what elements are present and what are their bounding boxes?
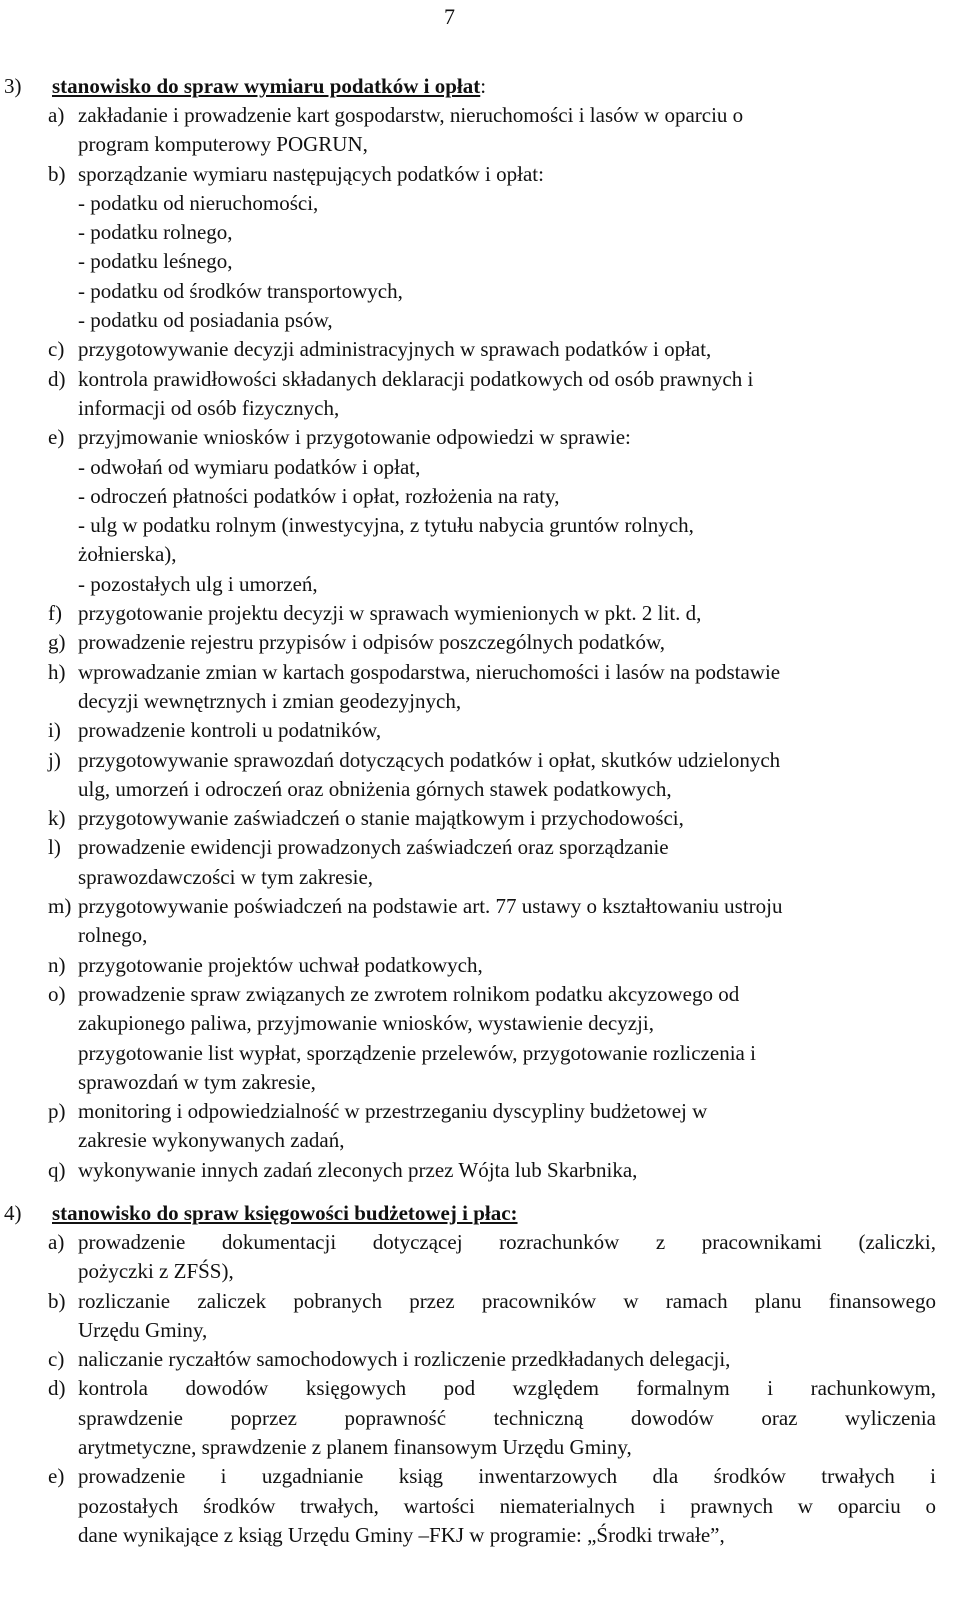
item-label: m) bbox=[48, 894, 72, 919]
list-item bbox=[4, 101, 936, 160]
item-text: informacji od osób fizycznych, bbox=[78, 395, 340, 420]
list-item bbox=[4, 1097, 936, 1156]
item-label: c) bbox=[48, 1347, 65, 1372]
item-text: monitoring i odpowiedzialność w przestrzeganiu dyscypliny budżetowej w bbox=[78, 1099, 708, 1124]
list-item bbox=[4, 746, 936, 805]
sub-item: żołnierska), bbox=[78, 542, 177, 567]
item-text: przygotowywanie decyzji administracyjnych w sprawach podatków i opłat, bbox=[78, 337, 712, 362]
item-label: o) bbox=[48, 981, 66, 1006]
item-text: prowadzenie spraw związanych ze zwrotem rolnikom podatku akcyzowego od bbox=[78, 981, 740, 1006]
section-spacer bbox=[4, 1185, 936, 1199]
item-label: a) bbox=[48, 1229, 65, 1254]
list-item bbox=[4, 980, 936, 1097]
item-label: c) bbox=[48, 337, 65, 362]
item-text: sprawdzenie poprzez poprawność techniczną dowodów oraz wyliczenia bbox=[78, 1405, 936, 1430]
section-heading bbox=[4, 72, 936, 101]
list-item bbox=[4, 599, 936, 628]
item-text: prowadzenie i uzgadnianie ksiąg inwentarzowych dla środków trwałych i bbox=[78, 1464, 936, 1489]
item-text: prowadzenie dokumentacji dotyczącej rozrachunków z pracownikami (zaliczki, bbox=[78, 1229, 936, 1254]
item-text: ulg, umorzeń i odroczeń oraz obniżenia górnych stawek podatkowych, bbox=[78, 776, 672, 801]
list-item bbox=[4, 423, 936, 452]
item-label: l) bbox=[48, 835, 61, 860]
list-item bbox=[4, 1462, 936, 1550]
item-text: prowadzenie kontroli u podatników, bbox=[78, 718, 382, 743]
item-label: d) bbox=[48, 366, 66, 391]
item-text: przygotowanie list wypłat, sporządzenie przelewów, przygotowanie rozliczenia i bbox=[78, 1040, 756, 1065]
list-item bbox=[4, 716, 936, 745]
list-item bbox=[4, 833, 936, 892]
item-text: zakresie wykonywanych zadań, bbox=[78, 1128, 345, 1153]
item-text: sprawozdawczości w tym zakresie, bbox=[78, 864, 374, 889]
item-text: przygotowanie projektu decyzji w sprawach wymienionych w pkt. 2 lit. d, bbox=[78, 601, 702, 626]
item-label: b) bbox=[48, 161, 66, 186]
list-item bbox=[4, 160, 936, 189]
item-label: e) bbox=[48, 1464, 65, 1489]
list-item bbox=[4, 892, 936, 951]
item-text: Urzędu Gminy, bbox=[78, 1317, 208, 1342]
item-text: program komputerowy POGRUN, bbox=[78, 132, 368, 157]
item-text: prowadzenie ewidencji prowadzonych zaświadczeń oraz sporządzanie bbox=[78, 835, 669, 860]
item-text: wprowadzanie zmian w kartach gospodarstwa, nieruchomości i lasów na podstawie bbox=[78, 659, 781, 684]
item-label: f) bbox=[48, 601, 62, 626]
sub-item: - podatku rolnego, bbox=[78, 220, 233, 245]
item-text: zakładanie i prowadzenie kart gospodarstw, nieruchomości i lasów w oparciu o bbox=[78, 103, 744, 127]
item-label: g) bbox=[48, 630, 66, 655]
item-text: przyjmowanie wniosków i przygotowanie odpowiedzi w sprawie: bbox=[78, 425, 631, 450]
section-number: 3) bbox=[4, 74, 22, 98]
sub-item: - podatku od nieruchomości, bbox=[78, 190, 319, 215]
sub-item: - podatku od środków transportowych, bbox=[78, 278, 403, 303]
item-text: rozliczanie zaliczek pobranych przez pracowników w ramach planu finansowego bbox=[78, 1288, 936, 1313]
list-item bbox=[4, 335, 936, 364]
item-label: e) bbox=[48, 425, 65, 450]
list-item bbox=[4, 1345, 936, 1374]
item-text: zakupionego paliwa, przyjmowanie wniosków, wystawienie decyzji, bbox=[78, 1011, 654, 1036]
document-body bbox=[4, 72, 936, 1550]
sub-item: - podatku leśnego, bbox=[78, 249, 233, 274]
item-text: sprawozdań w tym zakresie, bbox=[78, 1069, 316, 1094]
item-text: pożyczki z ZFŚS), bbox=[78, 1259, 234, 1284]
sub-item: - ulg w podatku rolnym (inwestycyjna, z tytułu nabycia gruntów rolnych, bbox=[78, 513, 694, 538]
item-label: i) bbox=[48, 718, 61, 743]
item-text: dane wynikające z ksiąg Urzędu Gminy –FKJ w programie: „Środki trwałe”, bbox=[78, 1522, 725, 1547]
item-text: arytmetyczne, sprawdzenie z planem finansowym Urzędu Gminy, bbox=[78, 1435, 632, 1460]
item-text: wykonywanie innych zadań zleconych przez Wójta lub Skarbnika, bbox=[78, 1157, 638, 1182]
section-number: 4) bbox=[4, 1200, 22, 1225]
item-text: kontrola prawidłowości składanych deklaracji podatkowych od osób prawnych i bbox=[78, 366, 754, 391]
sub-item: - odwołań od wymiaru podatków i opłat, bbox=[78, 454, 421, 479]
sub-item: - podatku od posiadania psów, bbox=[78, 308, 333, 333]
item-text: sporządzanie wymiaru następujących podatków i opłat: bbox=[78, 161, 544, 186]
list-item bbox=[4, 1374, 936, 1462]
item-text: pozostałych środków trwałych, wartości niematerialnych i prawnych w oparciu o bbox=[78, 1493, 936, 1518]
item-text: decyzji wewnętrznych i zmian geodezyjnych, bbox=[78, 688, 462, 713]
item-label: d) bbox=[48, 1376, 66, 1401]
list-item bbox=[4, 628, 936, 657]
item-text: przygotowywanie zaświadczeń o stanie majątkowym i przychodowości, bbox=[78, 806, 684, 831]
item-text: prowadzenie rejestru przypisów i odpisów poszczególnych podatków, bbox=[78, 630, 666, 655]
item-text: kontrola dowodów księgowych pod względem formalnym i rachunkowym, bbox=[78, 1376, 936, 1401]
page-number: 7 bbox=[444, 4, 455, 29]
list-item bbox=[4, 1228, 936, 1287]
item-text: przygotowywanie poświadczeń na podstawie art. 77 ustawy o kształtowaniu ustroju bbox=[78, 894, 783, 919]
item-label: b) bbox=[48, 1288, 66, 1313]
item-label: j) bbox=[48, 747, 61, 772]
section-title: stanowisko do spraw wymiaru podatków i opłat bbox=[52, 74, 481, 98]
list-item bbox=[4, 658, 936, 717]
list-item bbox=[4, 1156, 936, 1185]
item-text: rolnego, bbox=[78, 923, 148, 948]
item-label: p) bbox=[48, 1099, 66, 1124]
item-text: przygotowywanie sprawozdań dotyczących podatków i opłat, skutków udzielonych bbox=[78, 747, 781, 772]
list-item bbox=[4, 365, 936, 424]
item-label: h) bbox=[48, 659, 66, 684]
list-item bbox=[4, 804, 936, 833]
item-text: naliczanie ryczałtów samochodowych i rozliczenie przedkładanych delegacji, bbox=[78, 1347, 731, 1372]
item-label: n) bbox=[48, 952, 66, 977]
item-label: k) bbox=[48, 806, 66, 831]
list-item bbox=[4, 951, 936, 980]
section-heading bbox=[4, 1199, 936, 1228]
item-text: przygotowanie projektów uchwał podatkowych, bbox=[78, 952, 483, 977]
sub-item: - odroczeń płatności podatków i opłat, rozłożenia na raty, bbox=[78, 483, 560, 508]
section-title-colon: : bbox=[480, 74, 487, 98]
section-title: stanowisko do spraw księgowości budżetowej i płac: bbox=[52, 1200, 518, 1225]
sub-item: - pozostałych ulg i umorzeń, bbox=[78, 571, 318, 596]
item-label: a) bbox=[48, 103, 65, 127]
list-item bbox=[4, 1287, 936, 1346]
item-label: q) bbox=[48, 1157, 66, 1182]
